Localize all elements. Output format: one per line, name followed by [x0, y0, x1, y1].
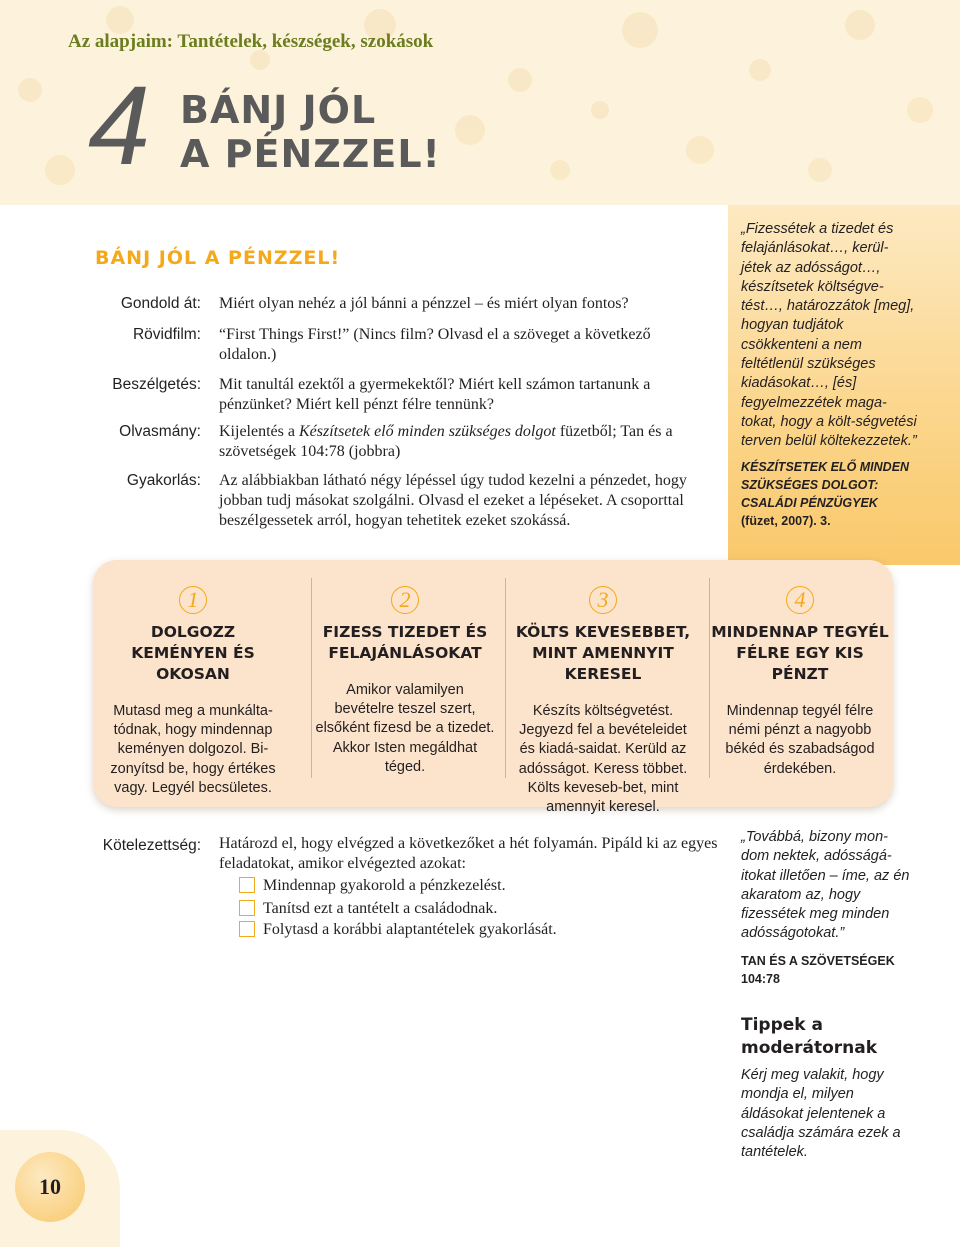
step-text: Amikor valamilyen bevételre teszel szert, elsőként fizesd be a tizedet. Akkor Isten megáldhat téged. [315, 682, 495, 775]
checkbox[interactable] [239, 921, 255, 937]
checklist-item-label: Tanítsd ezt a tantételt a családodnak. [263, 900, 498, 917]
sidebar-quote [741, 220, 917, 530]
checklist-item[interactable] [239, 876, 506, 896]
page-number: 10 [15, 1152, 85, 1222]
step-1 [103, 586, 283, 798]
series-title: Az alapjaim: Tantételek, készségek, szokások [68, 31, 434, 52]
step-4 [710, 586, 890, 779]
quote-source-detail: (füzet, 2007). 3. [741, 513, 831, 528]
checkbox[interactable] [239, 900, 255, 916]
step-number: 1 [179, 586, 207, 614]
step-title: FIZESS TIZEDET ÉS FELAJÁNLÁSOKAT [322, 623, 488, 662]
row-label: Rövidfilm: [132, 326, 201, 343]
section-heading: BÁNJ JÓL A PÉNZZEL! [95, 247, 341, 269]
row-text [219, 422, 709, 462]
step-title: KÖLTS KEVESEBBET, MINT AMENNYIT KERESEL [515, 623, 691, 683]
chapter-title-line-2: A PÉNZZEL! [180, 132, 441, 176]
tips-text: Kérj meg valakit, hogy mondja el, milyen áldásokat jelentenek a családja számára ezek a tantételek. [741, 1067, 901, 1161]
step-number: 2 [391, 586, 419, 614]
step-divider [311, 578, 312, 778]
checklist-item-label: Mindennap gyakorold a pénzkezelést. [263, 877, 506, 894]
row-label: Gondold át: [120, 295, 201, 312]
checklist-item[interactable] [239, 899, 497, 919]
row-text: Mit tanultál ezektől a gyermekektől? Miért kell számon tartanunk a pénzünket? Miért kell pénzt félre tennünk? [219, 376, 651, 413]
row-label: Olvasmány: [119, 423, 201, 440]
booklet-title: Készítsetek elő minden szükséges dolgot [298, 423, 556, 440]
chapter-number: 4 [88, 63, 151, 188]
row-text: Miért olyan nehéz a jól bánni a pénzzel – és miért olyan fontos? [219, 295, 629, 312]
step-text: Mindennap tegyél félre némi pénzt a nagyobb békéd és szabadságod érdekében. [725, 703, 875, 777]
step-title: MINDENNAP TEGYÉL FÉLRE EGY KIS PÉNZT [711, 623, 889, 683]
quote-source: TAN ÉS A SZÖVETSÉGEK 104:78 [741, 953, 895, 986]
scripture-quote [741, 828, 911, 988]
row-label: Beszélgetés: [112, 376, 201, 393]
moderator-tips [741, 1014, 911, 1162]
row-text: Az alábbiakban látható négy lépéssel úgy tudod kezelni a pénzedet, hogy jobban tudj másokat szolgálni. Olvasd el ezeket a lépéseket. A csoporttal beszélgessetek arról, hogyan tehetitek ezeket szokássá. [219, 472, 687, 529]
chapter-title [180, 88, 441, 176]
step-text: Készíts költségvetést. Jegyezd fel a bevételeidet és kiadá-saidat. Kerüld az adósságot. Keress többet. Költs keveseb-bet, mint amennyit keresel. [518, 703, 688, 816]
step-number: 4 [786, 586, 814, 614]
row-text-prefix: Kijelentés a [219, 423, 299, 440]
row-label: Gyakorlás: [126, 472, 201, 489]
step-text: Mutasd meg a munkálta-tódnak, hogy mindennap keményen dolgozol. Bi-zonyítsd be, hogy értékes vagy. Legyél becsületes. [110, 703, 276, 796]
commitment-label: Kötelezettség: [102, 837, 201, 854]
quote-source: KÉSZÍTSETEK ELŐ MINDEN SZÜKSÉGES DOLGOT: CSALÁDI PÉNZÜGYEK [741, 459, 910, 510]
tips-title: Tippek a moderátornak [741, 1015, 878, 1058]
steps-panel [93, 560, 893, 816]
step-title: DOLGOZZ KEMÉNYEN ÉS OKOSAN [131, 623, 255, 683]
step-3 [513, 586, 693, 817]
quote-text: „Fizessétek a tizedet és felajánlásokat…, kerül-jétek az adósságot…, készítsetek költségve-tést…, határozzátok [meg], hogyan tudjátok csökkenteni a nem feltétlenül szükséges kiadásokat…, [és] fegyelmezzétek maga-tokat, hogy a költ-ségvetési terven belül költekezzetek.” [741, 221, 917, 450]
row-text-suffix: füzetből; Tan és a szövetségek 104:78 (jobbra) [219, 423, 673, 460]
step-2 [315, 586, 495, 777]
checklist-item[interactable] [239, 920, 557, 940]
chapter-title-line-1: BÁNJ JÓL [180, 88, 377, 132]
step-number: 3 [589, 586, 617, 614]
quote-text: „Továbbá, bizony mon-dom nektek, adósságá-itokat illetően – íme, az én akaratom az, hogy fizessétek meg minden adósságotokat.” [741, 829, 910, 942]
commitment-text: Határozd el, hogy elvégzed a következőket a hét folyamán. Pipáld ki az egyes feladatokat, amikor elvégezted azokat: [219, 835, 718, 872]
step-divider [505, 578, 506, 778]
checkbox[interactable] [239, 877, 255, 893]
row-text: “First Things First!” (Nincs film? Olvasd el a szöveget a következő oldalon.) [219, 326, 651, 363]
checklist-item-label: Folytasd a korábbi alaptantételek gyakorlását. [263, 921, 557, 938]
